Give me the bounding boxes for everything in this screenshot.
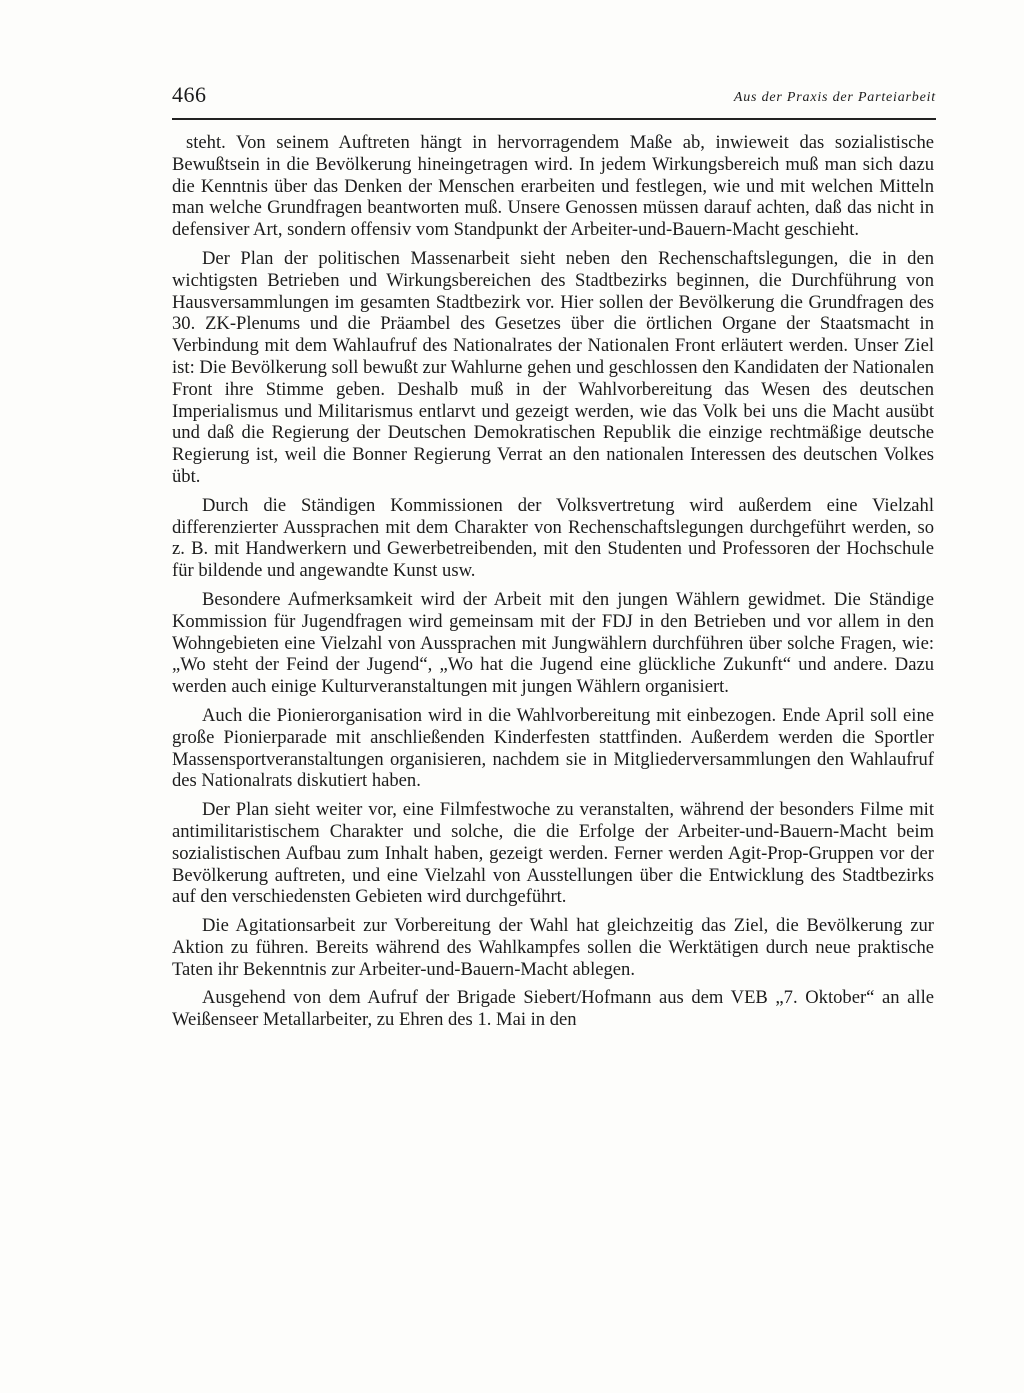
paragraph-1: steht. Von seinem Auftreten hängt in hervorragendem Maße ab, inwieweit das sozialistische Bewußtsein in die Bevölkerung hineingetragen wird. In jedem Wirkungsbereich muß man sich dazu die Kenntnis über das Denken der Menschen erarbeiten und festlegen, wie und mit welchen Mitteln man welche Grundfragen beantworten muß. Unsere Genossen müssen darauf achten, daß das nicht in defensiver Art, sondern offensiv vom Standpunkt der Arbeiter-und-Bauern-Macht geschieht. xyxy=(172,132,934,241)
paragraph-7: Die Agitationsarbeit zur Vorbereitung der Wahl hat gleichzeitig das Ziel, die Bevölkerung zur Aktion zu führen. Bereits während des Wahlkampfes sollen die Werktätigen durch neue praktische Taten ihr Bekenntnis zur Arbeiter-und-Bauern-Macht ablegen. xyxy=(172,915,934,980)
paragraph-6: Der Plan sieht weiter vor, eine Filmfestwoche zu veranstalten, während der besonders Filme mit antimilitaristischem Charakter und solche, die die Erfolge der Arbeiter-und-Bauern-Macht beim sozialistischen Aufbau zum Inhalt haben, gezeigt werden. Ferner werden Agit-Prop-Gruppen vor der Bevölkerung auftreten, und eine Vielzahl von Ausstellungen über die Entwicklung des Stadtbezirks auf den verschiedensten Gebieten wird durchgeführt. xyxy=(172,799,934,908)
running-title: Aus der Praxis der Parteiarbeit xyxy=(733,90,936,105)
page-number: 466 xyxy=(172,82,207,107)
paragraph-5: Auch die Pionierorganisation wird in die Wahlvorbereitung mit einbezogen. Ende April soll eine große Pionierparade mit anschließenden Kinderfesten stattfinden. Außerdem werden die Sportler Massensportveranstaltungen organisieren, nachdem sie in Mitgliederversammlungen den Wahlaufruf des Nationalrats diskutiert haben. xyxy=(172,704,934,792)
paragraph-2: Der Plan der politischen Massenarbeit sieht neben den Rechenschaftslegungen, die in den wichtigsten Betrieben und Wirkungsbereichen des Stadtbezirks beginnen, die Durchführung von Hausversammlungen im gesamten Stadtbezirk vor. Hier sollen der Bevölkerung die Grundfragen des 30. ZK-Plenums und die Präambel des Gesetzes über die örtlichen Organe der Staatsmacht in Verbindung mit dem Wahlaufruf des Nationalrates der Nationalen Front erläutert werden. Unser Ziel ist: Die Bevölkerung soll bewußt zur Wahlurne gehen und geschlossen den Kandidaten der Nationalen Front ihre Stimme geben. Deshalb muß in der Wahlvorbereitung das Wesen des deutschen Imperialismus und Militarismus entlarvt und gezeigt werden, wie das Volk bei uns die Macht ausübt und daß die Regierung der Deutschen Demokratischen Republik die einzige rechtmäßige deutsche Regierung ist, weil die Bonner Regierung Verrat an den nationalen Interessen des deutschen Volkes übt. xyxy=(172,247,934,487)
paragraph-3: Durch die Ständigen Kommissionen der Volksvertretung wird außerdem eine Vielzahl differenzierter Aussprachen mit dem Charakter von Rechenschaftslegungen durchgeführt werden, so z. B. mit Handwerkern und Gewerbetreibenden, mit den Studenten und Professoren der Hochschule für bildende und angewandte Kunst usw. xyxy=(172,494,934,582)
paragraph-4: Besondere Aufmerksamkeit wird der Arbeit mit den jungen Wählern gewidmet. Die Ständige Kommission für Jugendfragen wird gemeinsam mit der FDJ in den Betrieben und vor allem in den Wohngebieten eine Vielzahl von Aussprachen mit Jungwählern durchführen über solche Fragen, wie: „Wo steht der Feind der Jugend“, „Wo hat die Jugend eine glückliche Zukunft“ und andere. Dazu werden auch einige Kulturveranstaltungen mit jungen Wählern organisiert. xyxy=(172,588,934,698)
body-text xyxy=(172,132,934,1031)
header-rule xyxy=(172,118,936,120)
paragraph-8: Ausgehend von dem Aufruf der Brigade Siebert/Hofmann aus dem VEB „7. Oktober“ an alle Weißenseer Metallarbeiter, zu Ehren des 1. Mai in den xyxy=(172,987,934,1031)
